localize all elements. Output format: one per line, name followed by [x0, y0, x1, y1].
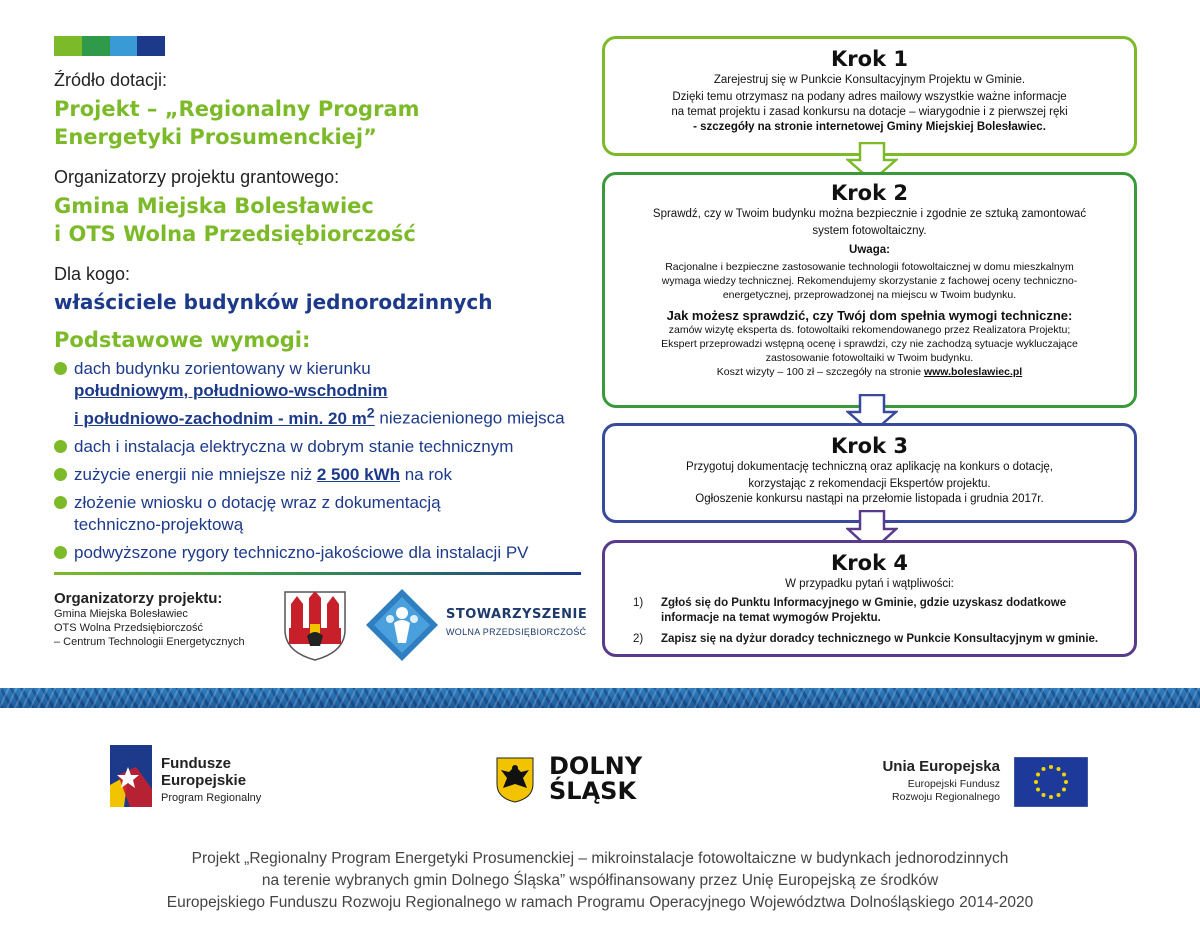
- requirement-item: [54, 464, 594, 486]
- strip-green: [82, 36, 110, 56]
- section-divider: [54, 572, 581, 575]
- step-4-item2: Zapisz się na dyżur doradcy technicznego w Punkcie Konsultacyjnym w gminie.: [661, 633, 1099, 645]
- organizers-line1: Gmina Miejska Bolesławiec: [54, 608, 188, 620]
- req1-area: i południowo-zachodnim - min. 20 m: [74, 408, 367, 428]
- strip-lime: [54, 36, 82, 56]
- organizers-block: [54, 590, 274, 649]
- step-2-answer-line3: zastosowanie fotowoltaiki w Twoim budynku.: [765, 352, 974, 364]
- req2-text: dach i instalacja elektryczna w dobrym stanie technicznym: [74, 436, 514, 456]
- requirement-item: [54, 358, 594, 430]
- for-whom-value: właściciele budynków jednorodzinnych: [54, 290, 493, 314]
- fe-line2: Europejskie: [161, 772, 247, 789]
- boleslawiec-coat-of-arms-icon: [283, 590, 347, 662]
- req1-sup: 2: [366, 405, 375, 421]
- step-3-box: [602, 423, 1137, 523]
- fundusze-europejskie-icon: [110, 745, 152, 807]
- step-4-list: [633, 596, 1120, 647]
- assoc-name: STOWARZYSZENIE: [446, 607, 588, 622]
- step-2-question: Jak możesz sprawdzić, czy Twój dom spełnia wymogi techniczne:: [666, 308, 1073, 323]
- dolny-slask-text: [549, 754, 642, 804]
- step-2-line2: system fotowoltaiczny.: [812, 225, 927, 237]
- step-2-line1: Sprawdź, czy w Twoim budynku można bezpiecznie i zgodnie ze sztuką zamontować: [652, 208, 1087, 220]
- step-1-line1: Zarejestruj się w Punkcie Konsultacyjnym Projektu w Gminie.: [713, 74, 1026, 86]
- step-2-title: Krok 2: [831, 181, 908, 205]
- for-whom-label: Dla kogo:: [54, 264, 131, 284]
- req3-highlight: 2 500 kWh: [316, 464, 400, 484]
- source-label: Źródło dotacji:: [54, 70, 168, 90]
- step-2-note-line2: wymaga wiedzy technicznej. Rekomendujemy skorzystanie z fachowej oceny techniczno-: [661, 275, 1078, 287]
- step-4-item1: Zgłoś się do Punktu Informacyjnego w Gminie, gdzie uzyskasz dodatkowe informacje na temat wymogów Projektu.: [661, 597, 1067, 624]
- ue-line3: Rozwoju Regionalnego: [892, 791, 1000, 803]
- project-name-line1: Projekt – „Regionalny Program: [54, 97, 420, 121]
- organizers-title: Organizatorzy projektu:: [54, 590, 223, 607]
- step-1-line4: - szczegóły na stronie internetowej Gminy Miejskiej Bolesławiec.: [693, 121, 1046, 133]
- boleslawiec-link[interactable]: www.boleslawiec.pl: [923, 366, 1023, 378]
- footer-line3: Europejskiego Funduszu Rozwoju Regionalnego w ramach Programu Operacyjnego Województwa Dolnośląskiego 2014-2020: [166, 894, 1034, 911]
- organizers-line2: OTS Wolna Przedsiębiorczość: [54, 622, 203, 634]
- eu-flag-icon: [1014, 757, 1088, 807]
- bullet-dot: [54, 440, 67, 453]
- project-name-line2: Energetyki Prosumenckiej”: [54, 125, 377, 149]
- step-2-note-line3: energetycznej, przeprowadzonej na miejscu w Twoim budynku.: [722, 289, 1017, 301]
- step-4-num2: 2): [633, 633, 644, 645]
- step-2-cost-text: Koszt wizyty – 100 zł – szczegóły na stronie: [716, 366, 924, 378]
- organizers-label: Organizatorzy projektu grantowego:: [54, 167, 340, 187]
- step-1-title: Krok 1: [831, 47, 908, 71]
- ue-title: Unia Europejska: [882, 758, 1000, 775]
- req3-tail: na rok: [400, 464, 452, 484]
- req3-text: zużycie energii nie mniejsze niż: [74, 464, 317, 484]
- bullet-dot: [54, 546, 67, 559]
- bullet-dot: [54, 362, 67, 375]
- requirement-item: [54, 542, 594, 564]
- step-1-line2: Dzięki temu otrzymasz na podany adres mailowy wszystkie ważne informacje: [672, 91, 1067, 103]
- step-3-title: Krok 3: [831, 434, 908, 458]
- color-strip: [54, 36, 165, 56]
- ds-line2: ŚLĄSK: [549, 777, 637, 805]
- step-1-box: [602, 36, 1137, 156]
- ue-text: [852, 758, 1000, 804]
- req1-highlight: południowym, południowo-wschodnim: [74, 381, 388, 400]
- step-3-line1: Przygotuj dokumentację techniczną oraz aplikację na konkurs o dotację,: [686, 461, 1053, 473]
- req4-text2: techniczno-projektową: [74, 514, 244, 534]
- step-4-item: [633, 596, 1120, 626]
- ue-line2: Europejski Fundusz: [907, 778, 1000, 790]
- organizers-names: [54, 192, 416, 248]
- stowarzyszenie-diamond-icon: [364, 587, 440, 663]
- step-4-intro: W przypadku pytań i wątpliwości:: [785, 578, 954, 590]
- step-2-answer-line1: zamów wizytę eksperta ds. fotowoltaiki rekomendowanego przez Realizatora Projektu;: [668, 324, 1071, 336]
- fe-title: [161, 755, 246, 789]
- footer-text: [60, 848, 1140, 914]
- req1-highlight2: [74, 405, 375, 428]
- grass-banner: [0, 688, 1200, 708]
- footer-line2: na terenie wybranych gmin Dolnego Śląska” współfinansowany przez Unię Europejską ze środków: [261, 872, 939, 889]
- req1-text: dach budynku zorientowany w kierunku: [74, 359, 371, 378]
- requirements-title: Podstawowe wymogi:: [54, 328, 311, 352]
- step-2-note-line1: Racjonalne i bezpieczne zastosowanie technologii fotowoltaicznej w domu mieszkalnym: [665, 261, 1074, 273]
- requirement-item: [54, 436, 594, 458]
- organizer-line1: Gmina Miejska Bolesławiec: [54, 194, 374, 218]
- req1-tail: niezacienionego miejsca: [374, 408, 565, 428]
- strip-lightblue: [110, 36, 138, 56]
- step-2-box: [602, 172, 1137, 408]
- requirement-item: [54, 492, 594, 536]
- project-name: [54, 95, 420, 151]
- step-3-line2: korzystając z rekomendacji Ekspertów projektu.: [748, 478, 991, 490]
- assoc-subname: WOLNA PRZEDSIĘBIORCZOŚĆ: [446, 627, 587, 637]
- step-4-item: [633, 632, 1120, 647]
- step-3-line3: Ogłoszenie konkursu nastąpi na przełomie listopada i grudnia 2017r.: [695, 493, 1044, 505]
- fe-line1: Fundusze: [161, 755, 231, 772]
- step-2-note-title: Uwaga:: [849, 244, 890, 256]
- ds-line1: DOLNY: [549, 752, 643, 780]
- footer-line1: Projekt „Regionalny Program Energetyki Prosumenckiej – mikroinstalacje fotowoltaiczne w budynkach jednorodzinnych: [191, 850, 1009, 867]
- bullet-dot: [54, 496, 67, 509]
- req4-text: złożenie wniosku o dotację wraz z dokumentacją: [74, 492, 441, 512]
- step-4-box: [602, 540, 1137, 657]
- step-2-cost: [619, 365, 1120, 379]
- step-4-num1: 1): [633, 597, 644, 609]
- fe-subtitle: Program Regionalny: [161, 792, 262, 804]
- dolny-slask-eagle-icon: [495, 756, 535, 804]
- step-2-answer-line2: Ekspert przeprowadzi wstępną ocenę i sprawdzi, czy nie zachodzą sytuacje wykluczające: [661, 338, 1078, 350]
- organizers-line3: – Centrum Technologii Energetycznych: [54, 636, 245, 648]
- req5-text: podwyższone rygory techniczno-jakościowe dla instalacji PV: [74, 542, 529, 562]
- step-4-title: Krok 4: [831, 551, 908, 575]
- requirements-list: [54, 358, 594, 570]
- organizer-line2: i OTS Wolna Przedsiębiorczość: [54, 222, 416, 246]
- step-1-line3: na temat projektu i zasad konkursu na dotacje – wiarygodnie i z pierwszej ręki: [671, 106, 1068, 118]
- strip-navy: [137, 36, 165, 56]
- bullet-dot: [54, 468, 67, 481]
